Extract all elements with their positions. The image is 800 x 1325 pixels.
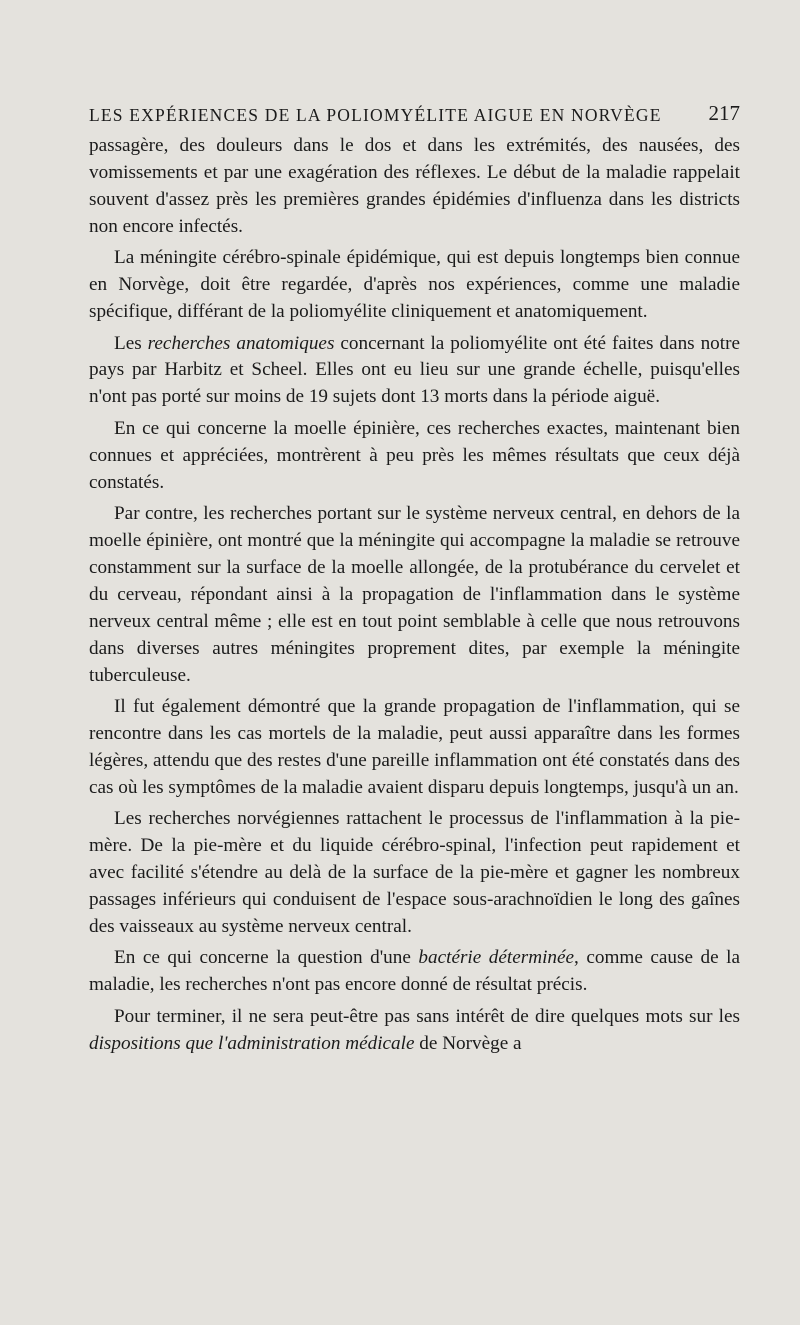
paragraph	[89, 806, 740, 941]
paragraph-text: Pour terminer, il ne sera peut-être pas sans intérêt de dire quelques mots sur les	[114, 1005, 740, 1027]
paragraph-text: Par contre, les recherches portant sur le système nerveux central, en dehors de la moelle épinière, ont montré que la méningite qui accompagne la maladie se retrouve constamment sur la surface de la moelle allongée, de la protubérance du cervelet et du cerveau, répondant ainsi à la propagation de l'inflammation dans le système nerveux central même ; elle est en tout point semblable à celle que nous retrouvons dans diverses autres méningites proprement dites, par exemple la méningite tuberculeuse.	[89, 503, 740, 686]
paragraph-text: passagère, des douleurs dans le dos et dans les extrémités, des nausées, des vomissements et par une exagération des réflexes. Le début de la maladie rappelait souvent d'assez près les premières grandes épidémies d'influenza dans les districts non encore infectés.	[89, 135, 740, 237]
paragraph	[89, 331, 740, 412]
paragraph-text: En ce qui concerne la question d'une	[114, 947, 419, 969]
body-text	[89, 133, 740, 1062]
paragraph-text: , comme cause de la maladie, les recherches n'ont pas encore donné de résultat précis.	[89, 947, 740, 996]
paragraph-text: Les recherches norvégiennes rattachent le processus de l'inflammation à la pie-mère. De la pie-mère et du liquide cérébro-spinal, l'infection peut rapidement et avec facilité s'étendre au delà de la surface de la pie-mère et gagner les nombreux passages inférieurs qui conduisent de l'espace sous-arachnoïdien le long des gaînes des vaisseaux au système nerveux central.	[89, 808, 740, 937]
paragraph	[89, 501, 740, 689]
paragraph	[89, 416, 740, 497]
paragraph-text: En ce qui concerne la moelle épinière, ces recherches exactes, maintenant bien connues et appréciées, montrèrent à peu près les mêmes résultats que ceux déjà constatés.	[89, 417, 740, 493]
italic-phrase: bactérie déterminée	[418, 947, 575, 969]
paragraph-text: Les	[114, 332, 148, 354]
paragraph-text: concernant la poliomyélite ont été faites dans notre pays par Harbitz et Scheel. Elles ont eu lieu sur une grande échelle, puisqu'elles n'ont pas porté sur moins de 19 sujets dont 13 morts dans la période aiguë.	[89, 332, 740, 408]
running-title: LES EXPÉRIENCES DE LA POLIOMYÉLITE AIGUE EN NORVÈGE	[89, 105, 662, 125]
italic-phrase: recherches anatomiques	[147, 332, 335, 354]
paragraph-text: La méningite cérébro-spinale épidémique, qui est depuis longtemps bien connue en Norvège, doit être regardée, d'après nos expériences, comme une maladie spécifique, différant de la poliomyélite cliniquement et anatomiquement.	[89, 247, 740, 323]
italic-phrase: dispositions que l'administration médicale	[89, 1032, 415, 1054]
page-number: 217	[708, 101, 740, 125]
paragraph	[89, 945, 740, 999]
paragraph	[89, 1004, 740, 1058]
paragraph	[89, 133, 740, 241]
paragraph	[89, 245, 740, 326]
paragraph-text: Il fut également démontré que la grande propagation de l'inflammation, qui se rencontre dans les cas mortels de la maladie, peut aussi apparaître dans les formes légères, attendu que des restes d'une pareille inflammation ont été constatés dans des cas où les symptômes de la maladie avaient disparu depuis longtemps, jusqu'à un an.	[89, 696, 740, 798]
paragraph-text: de Norvège a	[414, 1032, 522, 1054]
running-head	[89, 96, 740, 126]
paragraph	[89, 694, 740, 802]
